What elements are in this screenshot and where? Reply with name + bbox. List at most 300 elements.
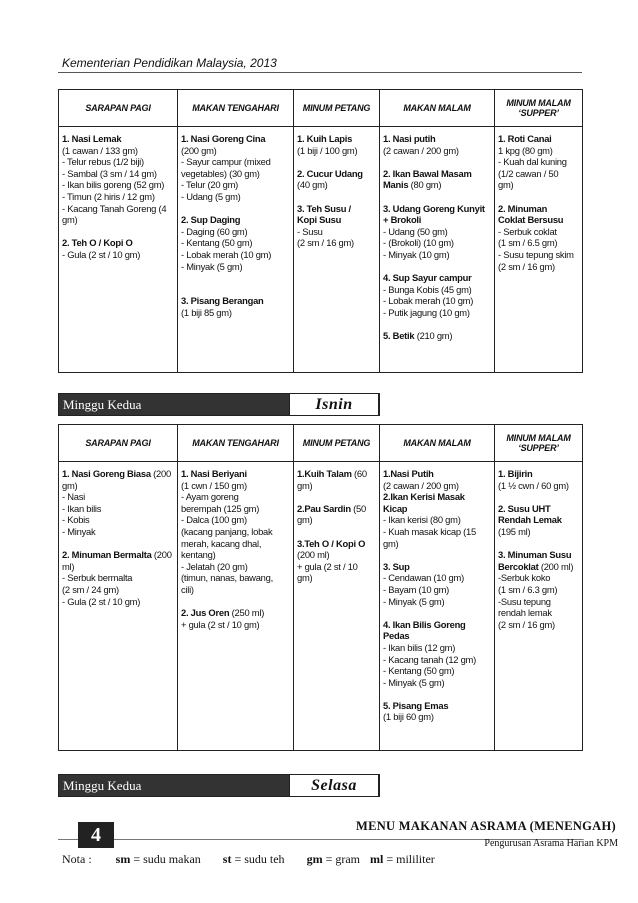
abbr-sm-def: = sudu makan — [133, 852, 201, 866]
menu-line — [297, 179, 376, 191]
dish-detail: (195 ml) — [498, 525, 531, 537]
dish-name: 2. Susu UHT — [498, 502, 551, 514]
menu-line — [297, 503, 376, 515]
menu-line — [181, 295, 290, 307]
dish-detail: (1 cwn / 150 gm) — [181, 479, 247, 491]
menu-line — [383, 619, 491, 631]
menu-line — [498, 480, 579, 492]
abbr-st: st — [222, 852, 232, 866]
dish-detail: - Minyak — [62, 525, 96, 537]
dish-name: Kopi Susu — [297, 214, 342, 226]
page-number-badge: 4 — [78, 822, 114, 848]
menu-line — [383, 630, 491, 642]
menu-line — [62, 168, 174, 180]
menu-line — [181, 480, 290, 492]
col-header-supper: MINUM MALAM ‘SUPPER’ — [495, 425, 583, 462]
menu-line — [498, 156, 579, 168]
dish-detail: - Udang (50 gm) — [383, 225, 448, 237]
dish-detail: -Susu tepung — [498, 595, 551, 607]
dish-detail: - Minyak (5 gm) — [181, 260, 243, 272]
dish-detail: - Timun (2 hiris / 12 gm) — [62, 190, 155, 202]
cell-petang — [294, 127, 380, 373]
dish-name: 3. Minuman Susu — [498, 549, 572, 561]
dish-detail: 1 kpg (80 gm) — [498, 144, 553, 156]
dish-detail: - Sambal (3 sm / 14 gm) — [62, 167, 157, 179]
dish-detail: - Bayam (10 gm) — [383, 583, 450, 595]
menu-line — [383, 491, 491, 503]
menu-line — [181, 168, 290, 180]
menu-line — [498, 561, 579, 573]
dish-detail: (1 sm / 6.5 gm) — [498, 237, 558, 249]
dish-portion: (60 — [351, 468, 367, 479]
menu-line — [383, 665, 491, 677]
menu-line — [297, 168, 376, 180]
dish-portion: (200 — [151, 549, 172, 561]
dish-detail: + gula (2 st / 10 gm) — [181, 618, 260, 630]
dish-detail: berempah (125 gm) — [181, 502, 260, 514]
day-bar-selasa — [58, 774, 380, 797]
dish-detail: (2 sm / 16 gm) — [498, 618, 555, 630]
menu-line — [181, 491, 290, 503]
menu-line — [383, 179, 491, 191]
menu-line — [383, 642, 491, 654]
nota-label: Nota : — [62, 852, 92, 866]
dish-name: 3. Teh Susu / — [297, 202, 351, 214]
dish-detail: - Minyak (10 gm) — [383, 248, 450, 260]
menu-line — [181, 549, 290, 561]
menu-line — [498, 572, 579, 584]
spacer — [297, 491, 376, 503]
dish-detail: (1 ½ cwn / 60 gm) — [498, 479, 569, 491]
col-header-petang: MINUM PETANG — [294, 425, 380, 462]
menu-line — [62, 179, 174, 191]
menu-line — [498, 168, 579, 180]
dish-detail: gm) — [383, 537, 399, 549]
spacer — [383, 607, 491, 619]
menu-line — [498, 619, 579, 631]
menu-line — [498, 249, 579, 261]
dish-detail: (timun, nanas, bawang, — [181, 572, 273, 584]
dish-detail: - Serbuk coklat — [498, 225, 557, 237]
dish-portion: (210 gm) — [414, 330, 453, 342]
spacer — [181, 272, 290, 284]
dish-name: 1. Roti Canai — [498, 133, 552, 144]
dish-name: 1. Nasi Beriyani — [181, 468, 247, 479]
menu-line — [383, 538, 491, 550]
dish-detail: -Serbuk koko — [498, 572, 551, 584]
menu-line — [498, 226, 579, 238]
menu-line — [383, 226, 491, 238]
menu-line — [297, 214, 376, 226]
dish-detail: gm) — [62, 214, 78, 226]
dish-name: 1.Nasi Putih — [383, 468, 434, 479]
dish-name: 5. Pisang Emas — [383, 699, 449, 711]
menu-line — [62, 214, 174, 226]
menu-line — [181, 526, 290, 538]
menu-line — [62, 468, 174, 480]
dish-detail: - Gula (2 st / 10 gm) — [62, 248, 141, 260]
dish-detail: - Kentang (50 gm) — [383, 665, 455, 677]
dish-name: 3. Udang Goreng Kunyit — [383, 202, 485, 214]
dish-detail: (40 gm) — [297, 179, 328, 191]
menu-line — [181, 561, 290, 573]
menu-line — [181, 584, 290, 596]
cell-supper — [495, 127, 583, 373]
menu-line — [383, 503, 491, 515]
col-header-sarapan: SARAPAN PAGI — [59, 425, 178, 462]
menu-line — [297, 561, 376, 573]
dish-portion: (50 — [350, 502, 366, 514]
dish-detail: - Kobis — [62, 514, 90, 526]
dish-name: + Brokoli — [383, 214, 422, 226]
dish-detail: (1 biji 60 gm) — [383, 711, 434, 723]
dish-portion: (200 — [150, 468, 171, 479]
spacer — [181, 284, 290, 296]
menu-line — [498, 133, 579, 145]
menu-table-1 — [58, 89, 583, 373]
menu-line — [297, 133, 376, 145]
dish-detail: - Sayur campur (mixed — [181, 156, 271, 168]
dish-detail: - Ikan kerisi (80 gm) — [383, 514, 461, 526]
menu-line — [383, 133, 491, 145]
dish-detail: - Udang (5 gm) — [181, 190, 241, 202]
day-bar-isnin — [58, 393, 380, 416]
dish-detail: - Putik jagung (10 gm) — [383, 306, 470, 318]
menu-line — [383, 572, 491, 584]
dish-detail: (2 cawan / 200 gm) — [383, 144, 459, 156]
dish-detail: (2 sm / 16 gm) — [498, 260, 555, 272]
abbr-ml: ml — [370, 852, 384, 866]
dish-name: 2. Minuman — [498, 202, 548, 214]
dish-detail: (2 sm / 16 gm) — [297, 237, 354, 249]
menu-line — [383, 214, 491, 226]
menu-line — [498, 549, 579, 561]
col-header-malam: MAKAN MALAM — [380, 90, 495, 127]
dish-detail: - Cendawan (10 gm) — [383, 572, 464, 584]
menu-line — [62, 237, 174, 249]
dish-detail: - Minyak (5 gm) — [383, 595, 445, 607]
menu-line — [62, 572, 174, 584]
menu-line — [181, 214, 290, 226]
spacer — [181, 203, 290, 215]
cell-tengahari — [178, 462, 294, 751]
menu-line — [181, 572, 290, 584]
cell-malam — [380, 127, 495, 373]
menu-line — [62, 549, 174, 561]
dish-detail: gm) — [62, 479, 78, 491]
col-header-tengahari: MAKAN TENGAHARI — [178, 90, 294, 127]
menu-line — [383, 272, 491, 284]
menu-line — [181, 468, 290, 480]
dish-detail: - Kentang (50 gm) — [181, 237, 253, 249]
dish-detail: - Kacang Tanah Goreng (4 — [62, 202, 167, 214]
menu-line — [383, 480, 491, 492]
dish-detail: (1 cawan / 133 gm) — [62, 144, 138, 156]
menu-line — [297, 226, 376, 238]
dish-name: 1. Nasi Lemak — [62, 133, 122, 144]
dish-name: 1. Nasi Goreng Cina — [181, 133, 266, 144]
dish-detail: - Bunga Kobis (45 gm) — [383, 283, 472, 295]
dish-name: Rendah Lemak — [498, 514, 562, 526]
menu-line — [181, 607, 290, 619]
dish-detail: gm) — [498, 179, 514, 191]
cell-sarapan — [59, 127, 178, 373]
menu-line — [62, 145, 174, 157]
dish-detail: (2 sm / 24 gm) — [62, 583, 119, 595]
dish-detail: - Kuah masak kicap (15 — [383, 525, 476, 537]
menu-line — [297, 538, 376, 550]
menu-line — [498, 214, 579, 226]
dish-detail: (1 biji 85 gm) — [181, 306, 232, 318]
menu-line — [62, 526, 174, 538]
menu-line — [498, 203, 579, 215]
dish-detail: - Susu tepung skim — [498, 248, 574, 260]
menu-line — [383, 711, 491, 723]
cell-petang — [294, 462, 380, 751]
dish-detail: - Lobak merah (10 gm) — [383, 295, 474, 307]
menu-line — [62, 503, 174, 515]
footer-subtitle: Pengurusan Asrama Harian KPM — [484, 838, 618, 849]
dish-name: 2. Ikan Bawal Masam — [383, 167, 472, 179]
dish-detail: - Ikan bilis — [62, 502, 102, 514]
dish-detail: - Gula (2 st / 10 gm) — [62, 595, 141, 607]
menu-line — [181, 156, 290, 168]
dish-detail: - Jelatah (20 gm) — [181, 560, 248, 572]
dish-detail: gm) — [297, 572, 313, 584]
col-header-tengahari: MAKAN TENGAHARI — [178, 425, 294, 462]
menu-line — [181, 226, 290, 238]
dish-detail: ml) — [62, 560, 75, 572]
dish-name: 2.Pau Sardin — [297, 502, 351, 514]
week-label: Minggu Kedua — [63, 778, 142, 793]
menu-line — [297, 572, 376, 584]
spacer — [383, 688, 491, 700]
dish-name: 1.Kuih Talam — [297, 468, 352, 479]
spacer — [297, 191, 376, 203]
col-header-supper: MINUM MALAM ‘SUPPER’ — [495, 90, 583, 127]
menu-line — [498, 468, 579, 480]
dish-detail: (200 gm) — [181, 144, 217, 156]
dish-name: 2. Minuman Bermalta — [62, 549, 152, 561]
dish-detail: (kacang panjang, lobak — [181, 525, 273, 537]
menu-line — [181, 249, 290, 261]
spacer — [498, 191, 579, 203]
spacer — [383, 261, 491, 273]
dish-name: 3. Sup — [383, 560, 410, 572]
menu-line — [498, 596, 579, 608]
dish-name: 2. Jus Oren — [181, 607, 230, 619]
menu-line — [62, 133, 174, 145]
dish-name: 1. Bijirin — [498, 468, 533, 479]
menu-line — [297, 237, 376, 249]
menu-line — [498, 179, 579, 191]
dish-detail: merah, kacang dhal, — [181, 537, 262, 549]
dish-detail: gm) — [297, 479, 313, 491]
menu-line — [181, 179, 290, 191]
menu-line — [498, 261, 579, 273]
dish-name: 1. Kuih Lapis — [297, 133, 353, 144]
dish-name: Kicap — [383, 502, 408, 514]
menu-line — [498, 514, 579, 526]
menu-line — [181, 503, 290, 515]
menu-line — [383, 584, 491, 596]
menu-line — [62, 514, 174, 526]
menu-line — [181, 261, 290, 273]
menu-line — [383, 526, 491, 538]
dish-detail: (1/2 cawan / 50 — [498, 167, 559, 179]
dish-detail: - Telur rebus (1/2 biji) — [62, 156, 144, 168]
spacer — [297, 526, 376, 538]
menu-line — [297, 514, 376, 526]
menu-line — [62, 203, 174, 215]
dish-name: 1. Nasi Goreng Biasa — [62, 468, 151, 479]
spacer — [297, 156, 376, 168]
col-header-petang: MINUM PETANG — [294, 90, 380, 127]
menu-line — [383, 330, 491, 342]
dish-detail: (1 biji / 100 gm) — [297, 144, 358, 156]
dish-detail: vegetables) (30 gm) — [181, 167, 260, 179]
menu-line — [383, 237, 491, 249]
header-divider — [58, 72, 582, 73]
menu-line — [498, 584, 579, 596]
abbr-st-def: = sudu teh — [234, 852, 285, 866]
dish-detail: - Daging (60 gm) — [181, 225, 248, 237]
menu-line — [181, 514, 290, 526]
menu-line — [62, 480, 174, 492]
spacer — [383, 319, 491, 331]
menu-line — [383, 307, 491, 319]
spacer — [181, 596, 290, 608]
menu-line — [297, 145, 376, 157]
menu-line — [181, 145, 290, 157]
menu-line — [498, 145, 579, 157]
dish-portion: (200 ml) — [538, 560, 574, 572]
spacer — [498, 491, 579, 503]
spacer — [383, 156, 491, 168]
menu-line — [383, 145, 491, 157]
menu-line — [383, 596, 491, 608]
dish-name: 2.Ikan Kerisi Masak — [383, 491, 465, 503]
abbr-gm-def: = gram — [325, 852, 360, 866]
page-header-title: Kementerian Pendidikan Malaysia, 2013 — [62, 56, 277, 70]
col-header-sarapan: SARAPAN PAGI — [59, 90, 178, 127]
spacer — [62, 226, 174, 238]
menu-line — [383, 677, 491, 689]
menu-line — [383, 514, 491, 526]
dish-name: 2. Sup Daging — [181, 214, 241, 226]
menu-line — [383, 654, 491, 666]
menu-line — [383, 295, 491, 307]
dish-detail: - Ayam goreng — [181, 491, 239, 503]
menu-line — [181, 133, 290, 145]
abbr-sm: sm — [115, 852, 131, 866]
dish-detail: cili) — [181, 583, 194, 595]
dish-detail: (1 sm / 6.3 gm) — [498, 583, 558, 595]
spacer — [383, 191, 491, 203]
dish-portion: (80 gm) — [408, 179, 442, 191]
dish-detail: - Kacang tanah (12 gm) — [383, 653, 476, 665]
menu-line — [181, 538, 290, 550]
menu-line — [181, 191, 290, 203]
dish-name: 1. Nasi putih — [383, 133, 436, 144]
dish-detail: rendah lemak — [498, 607, 552, 619]
dish-name: 3. Pisang Berangan — [181, 295, 264, 307]
menu-line — [383, 249, 491, 261]
menu-line — [383, 284, 491, 296]
menu-line — [297, 203, 376, 215]
menu-line — [383, 561, 491, 573]
dish-name: 3.Teh O / Kopi O — [297, 537, 366, 549]
dish-detail: - Telur (20 gm) — [181, 179, 239, 191]
abbreviation-note — [62, 852, 435, 867]
abbr-ml-def: = mililiter — [386, 852, 435, 866]
cell-malam — [380, 462, 495, 751]
dish-detail: - Lobak merah (10 gm) — [181, 248, 272, 260]
dish-detail: (2 cawan / 200 gm) — [383, 479, 459, 491]
dish-detail: kentang) — [181, 549, 216, 561]
menu-line — [383, 700, 491, 712]
menu-line — [383, 203, 491, 215]
spacer — [62, 538, 174, 550]
menu-line — [181, 619, 290, 631]
dish-name: Pedas — [383, 630, 410, 642]
menu-line — [383, 168, 491, 180]
dish-name: Manis — [383, 179, 409, 191]
dish-name: 4. Ikan Bilis Goreng — [383, 618, 466, 630]
abbr-gm: gm — [306, 852, 323, 866]
day-label: Selasa — [289, 774, 379, 797]
dish-name: 2. Cucur Udang — [297, 167, 363, 179]
menu-line — [62, 584, 174, 596]
menu-line — [62, 156, 174, 168]
menu-line — [62, 596, 174, 608]
dish-name: 2. Teh O / Kopi O — [62, 237, 133, 249]
menu-line — [498, 607, 579, 619]
dish-detail: - Kuah dal kuning — [498, 156, 567, 168]
dish-detail: - Nasi — [62, 491, 85, 503]
dish-portion: (250 ml) — [229, 607, 265, 619]
menu-line — [498, 237, 579, 249]
menu-table-2 — [58, 424, 583, 751]
cell-supper — [495, 462, 583, 751]
dish-detail: (200 ml) — [297, 549, 330, 561]
menu-line — [62, 249, 174, 261]
cell-tengahari — [178, 127, 294, 373]
dish-detail: - Dalca (100 gm) — [181, 514, 247, 526]
dish-name: Bercoklat — [498, 560, 539, 572]
menu-line — [181, 237, 290, 249]
dish-detail: + gula (2 st / 10 — [297, 560, 358, 572]
menu-line — [62, 561, 174, 573]
day-label: Isnin — [289, 393, 379, 416]
dish-name: 5. Betik — [383, 330, 415, 342]
dish-detail: - Ikan bilis goreng (52 gm) — [62, 179, 165, 191]
spacer — [498, 538, 579, 550]
footer-title: MENU MAKANAN ASRAMA (MENENGAH) — [355, 819, 616, 833]
menu-line — [297, 480, 376, 492]
spacer — [383, 549, 491, 561]
dish-detail: gm) — [297, 514, 313, 526]
week-label: Minggu Kedua — [63, 397, 142, 412]
menu-line — [297, 549, 376, 561]
menu-line — [383, 468, 491, 480]
dish-name: Coklat Bersusu — [498, 214, 564, 226]
menu-line — [62, 491, 174, 503]
col-header-malam: MAKAN MALAM — [380, 425, 495, 462]
dish-detail: - (Brokoli) (10 gm) — [383, 237, 454, 249]
menu-line — [181, 307, 290, 319]
menu-line — [297, 468, 376, 480]
